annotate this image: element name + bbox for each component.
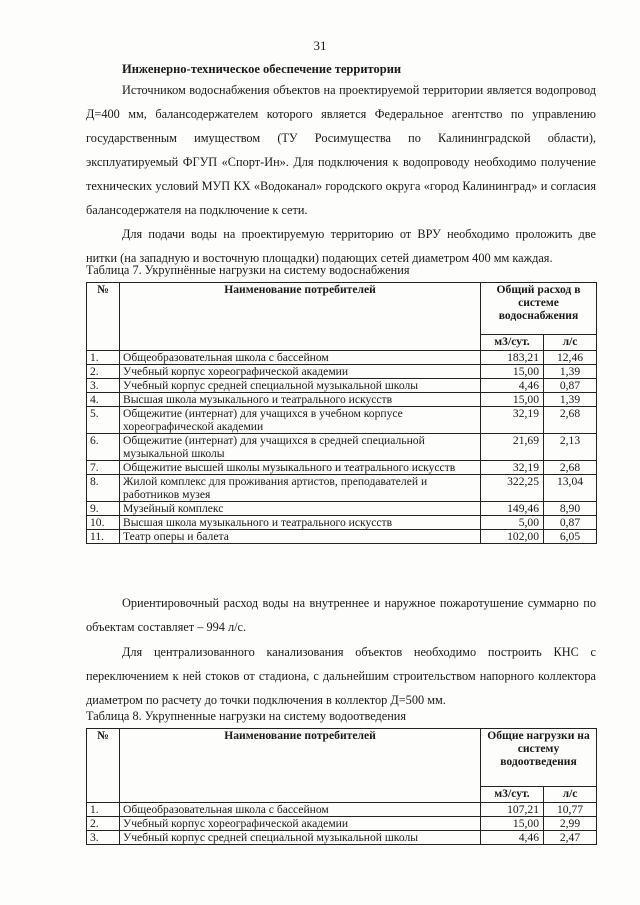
value-m3-day: 5,00	[481, 516, 544, 530]
value-l-s: 6,05	[544, 530, 597, 544]
column-header-consumer: Наименование потребителей	[120, 729, 481, 803]
table-row	[87, 475, 597, 502]
consumer-name: Музейный комплекс	[120, 502, 481, 516]
value-l-s: 1,39	[544, 365, 597, 379]
table8-caption: Таблица 8. Укрупненные нагрузки на систему водоотведения	[86, 709, 407, 723]
paragraph-fire-extinguishing: Ориентировочный расход воды на внутреннее и наружное пожаротушение суммарно по объектам составляет – 994 л/с.	[86, 596, 596, 634]
consumer-name: Общежитие (интернат) для учащихся в средней специальной музыкальной школы	[120, 434, 481, 461]
value-l-s: 12,46	[544, 351, 597, 365]
paragraph-sewerage: Для централизованного канализования объектов необходимо построить КНС с переключением к ней стоков от стадиона, с дальнейшим строительством напорного коллектора диаметром по расчету до точки подключения в коллектор Д=500 мм.	[86, 645, 596, 707]
row-number: 8.	[87, 475, 120, 502]
row-number: 2.	[87, 817, 120, 831]
table-row	[87, 831, 597, 845]
value-l-s: 2,68	[544, 461, 597, 475]
table-row	[87, 502, 597, 516]
value-l-s: 0,87	[544, 516, 597, 530]
consumer-name: Театр оперы и балета	[120, 530, 481, 544]
value-m3-day: 15,00	[481, 817, 544, 831]
value-m3-day: 32,19	[481, 407, 544, 434]
value-l-s: 2,68	[544, 407, 597, 434]
paragraph-water-source: Источником водоснабжения объектов на проектируемой территории является водопровод Д=400 мм, балансодержателем которого является Федеральное агентство по управлению государственным имуществом (ТУ Росимущества по Калининградской области), эксплуатируемый ФГУП «Спорт-Ин». Для подключения к водопроводу необходимо получение технических условий МУП КХ «Водоканал» городского округа «город Калининград» и согласия балансодержателя на подключение к сети.	[86, 83, 596, 217]
value-l-s: 2,47	[544, 831, 597, 845]
value-l-s: 13,04	[544, 475, 597, 502]
column-header-consumer: Наименование потребителей	[120, 283, 481, 351]
water-supply-table	[86, 282, 597, 544]
table-row	[87, 379, 597, 393]
value-m3-day: 4,46	[481, 831, 544, 845]
consumer-name: Учебный корпус средней специальной музыкальной школы	[120, 379, 481, 393]
value-m3-day: 102,00	[481, 530, 544, 544]
table7-caption: Таблица 7. Укрупнённые нагрузки на систему водоснабжения	[86, 263, 410, 277]
row-number: 4.	[87, 393, 120, 407]
table-row	[87, 461, 597, 475]
consumer-name: Общеобразовательная школа с бассейном	[120, 351, 481, 365]
row-number: 3.	[87, 831, 120, 845]
consumer-name: Общеобразовательная школа с бассейном	[120, 803, 481, 817]
consumer-name: Жилой комплекс для проживания артистов, преподавателей и работников музея	[120, 475, 481, 502]
consumer-name: Общежитие (интернат) для учащихся в учебном корпусе хореографической академии	[120, 407, 481, 434]
row-number: 1.	[87, 803, 120, 817]
value-m3-day: 183,21	[481, 351, 544, 365]
unit-l-s: л/с	[544, 787, 597, 803]
value-m3-day: 32,19	[481, 461, 544, 475]
row-number: 3.	[87, 379, 120, 393]
row-number: 9.	[87, 502, 120, 516]
column-header-number: №	[87, 729, 120, 803]
table-row	[87, 817, 597, 831]
section-heading: Инженерно-техническое обеспечение территории	[122, 62, 402, 76]
value-m3-day: 322,25	[481, 475, 544, 502]
value-l-s: 10,77	[544, 803, 597, 817]
unit-l-s: л/с	[544, 335, 597, 351]
value-l-s: 8,90	[544, 502, 597, 516]
row-number: 11.	[87, 530, 120, 544]
value-m3-day: 149,46	[481, 502, 544, 516]
water-disposal-table	[86, 728, 597, 845]
value-l-s: 1,39	[544, 393, 597, 407]
table-row	[87, 351, 597, 365]
consumer-name: Учебный корпус хореографической академии	[120, 817, 481, 831]
table-row	[87, 407, 597, 434]
value-m3-day: 15,00	[481, 365, 544, 379]
table-row	[87, 393, 597, 407]
value-m3-day: 15,00	[481, 393, 544, 407]
table-row	[87, 365, 597, 379]
column-header-total: Общий расход в системе водоснабжения	[481, 283, 597, 335]
table-row	[87, 803, 597, 817]
table-row	[87, 516, 597, 530]
value-m3-day: 21,69	[481, 434, 544, 461]
value-m3-day: 107,21	[481, 803, 544, 817]
unit-m3-day: м3/сут.	[481, 335, 544, 351]
table-row	[87, 530, 597, 544]
table-row	[87, 434, 597, 461]
paragraph-water-supply: Для подачи воды на проектируемую территорию от ВРУ необходимо проложить две нитки (на западную и восточную площадки) подающих сетей диаметром 400 мм каждая.	[86, 227, 596, 265]
column-header-number: №	[87, 283, 120, 351]
unit-m3-day: м3/сут.	[481, 787, 544, 803]
row-number: 7.	[87, 461, 120, 475]
value-l-s: 2,13	[544, 434, 597, 461]
row-number: 6.	[87, 434, 120, 461]
consumer-name: Учебный корпус хореографической академии	[120, 365, 481, 379]
consumer-name: Общежитие высшей школы музыкального и театрального искусств	[120, 461, 481, 475]
value-l-s: 0,87	[544, 379, 597, 393]
consumer-name: Учебный корпус средней специальной музыкальной школы	[120, 831, 481, 845]
row-number: 5.	[87, 407, 120, 434]
row-number: 2.	[87, 365, 120, 379]
column-header-total: Общие нагрузки на систему водоотведения	[481, 729, 597, 787]
consumer-name: Высшая школа музыкального и театрального искусств	[120, 516, 481, 530]
value-l-s: 2,99	[544, 817, 597, 831]
consumer-name: Высшая школа музыкального и театрального искусств	[120, 393, 481, 407]
row-number: 10.	[87, 516, 120, 530]
page-number: 31	[313, 38, 327, 53]
value-m3-day: 4,46	[481, 379, 544, 393]
row-number: 1.	[87, 351, 120, 365]
